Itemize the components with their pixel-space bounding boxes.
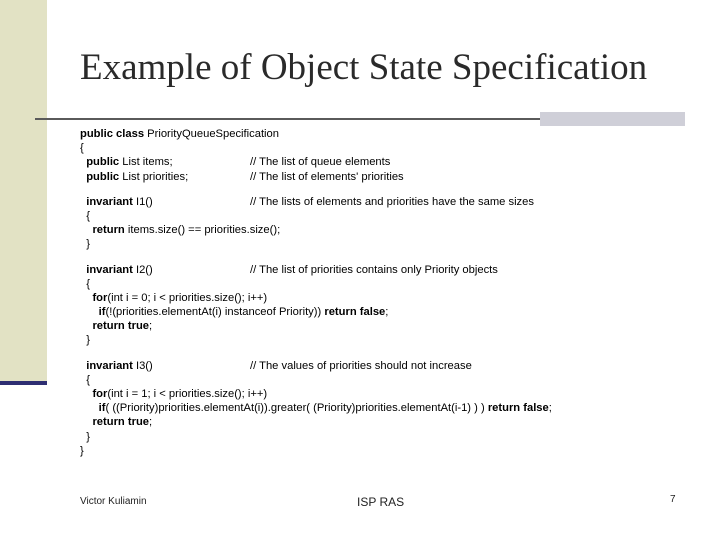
code-line: }: [86, 334, 90, 347]
code-line: return true;: [92, 416, 153, 429]
footer-organization: ISP RAS: [357, 495, 405, 509]
code-comment: // The lists of elements and priorities have the same sizes: [250, 195, 534, 208]
code-line: invariant I3() // The values of priorities should not increase: [86, 359, 472, 372]
code-line: return items.size() == priorities.size();: [92, 224, 281, 237]
code-line: public class PriorityQueueSpecification: [80, 128, 279, 140]
code-line: invariant I2() // The list of priorities contains only Priority objects: [86, 263, 498, 276]
code-block: [80, 127, 700, 458]
code-line: {: [80, 142, 84, 155]
code-line: for(int i = 0; i < priorities.size(); i++): [92, 291, 268, 304]
code-comment: // The list of priorities contains only Priority objects: [250, 263, 498, 276]
code-line: public List items; // The list of queue elements: [86, 156, 391, 169]
code-comment: // The values of priorities should not increase: [250, 359, 472, 372]
page-number: 7: [670, 494, 676, 505]
code-line: }: [80, 444, 84, 457]
sidebar-accent: [0, 381, 47, 385]
slide-title: Example of Object State Specification: [80, 47, 648, 88]
code-comment: // The list of queue elements: [250, 156, 391, 169]
decorative-sidebar: [0, 0, 47, 384]
footer-author: Victor Kuliamin: [80, 496, 147, 507]
code-line: return true;: [92, 320, 153, 333]
code-line: }: [86, 238, 90, 251]
code-line: {: [86, 209, 90, 222]
code-line: invariant I1() // The lists of elements and priorities have the same sizes: [86, 195, 534, 208]
code-line: {: [86, 373, 90, 386]
divider-accent-block: [540, 112, 685, 126]
code-line: for(int i = 1; i < priorities.size(); i++): [92, 388, 268, 400]
code-comment: // The list of elements' priorities: [250, 170, 404, 183]
code-line: public List priorities; // The list of elements' priorities: [86, 170, 404, 183]
code-line: if(!(priorities.elementAt(i) instanceof Priority)) return false;: [98, 306, 389, 319]
code-line: {: [86, 277, 90, 290]
code-line: if( ((Priority)priorities.elementAt(i)).greater( (Priority)priorities.elementAt(i-1) ) ) return false;: [98, 402, 552, 415]
code-line: }: [86, 430, 90, 443]
